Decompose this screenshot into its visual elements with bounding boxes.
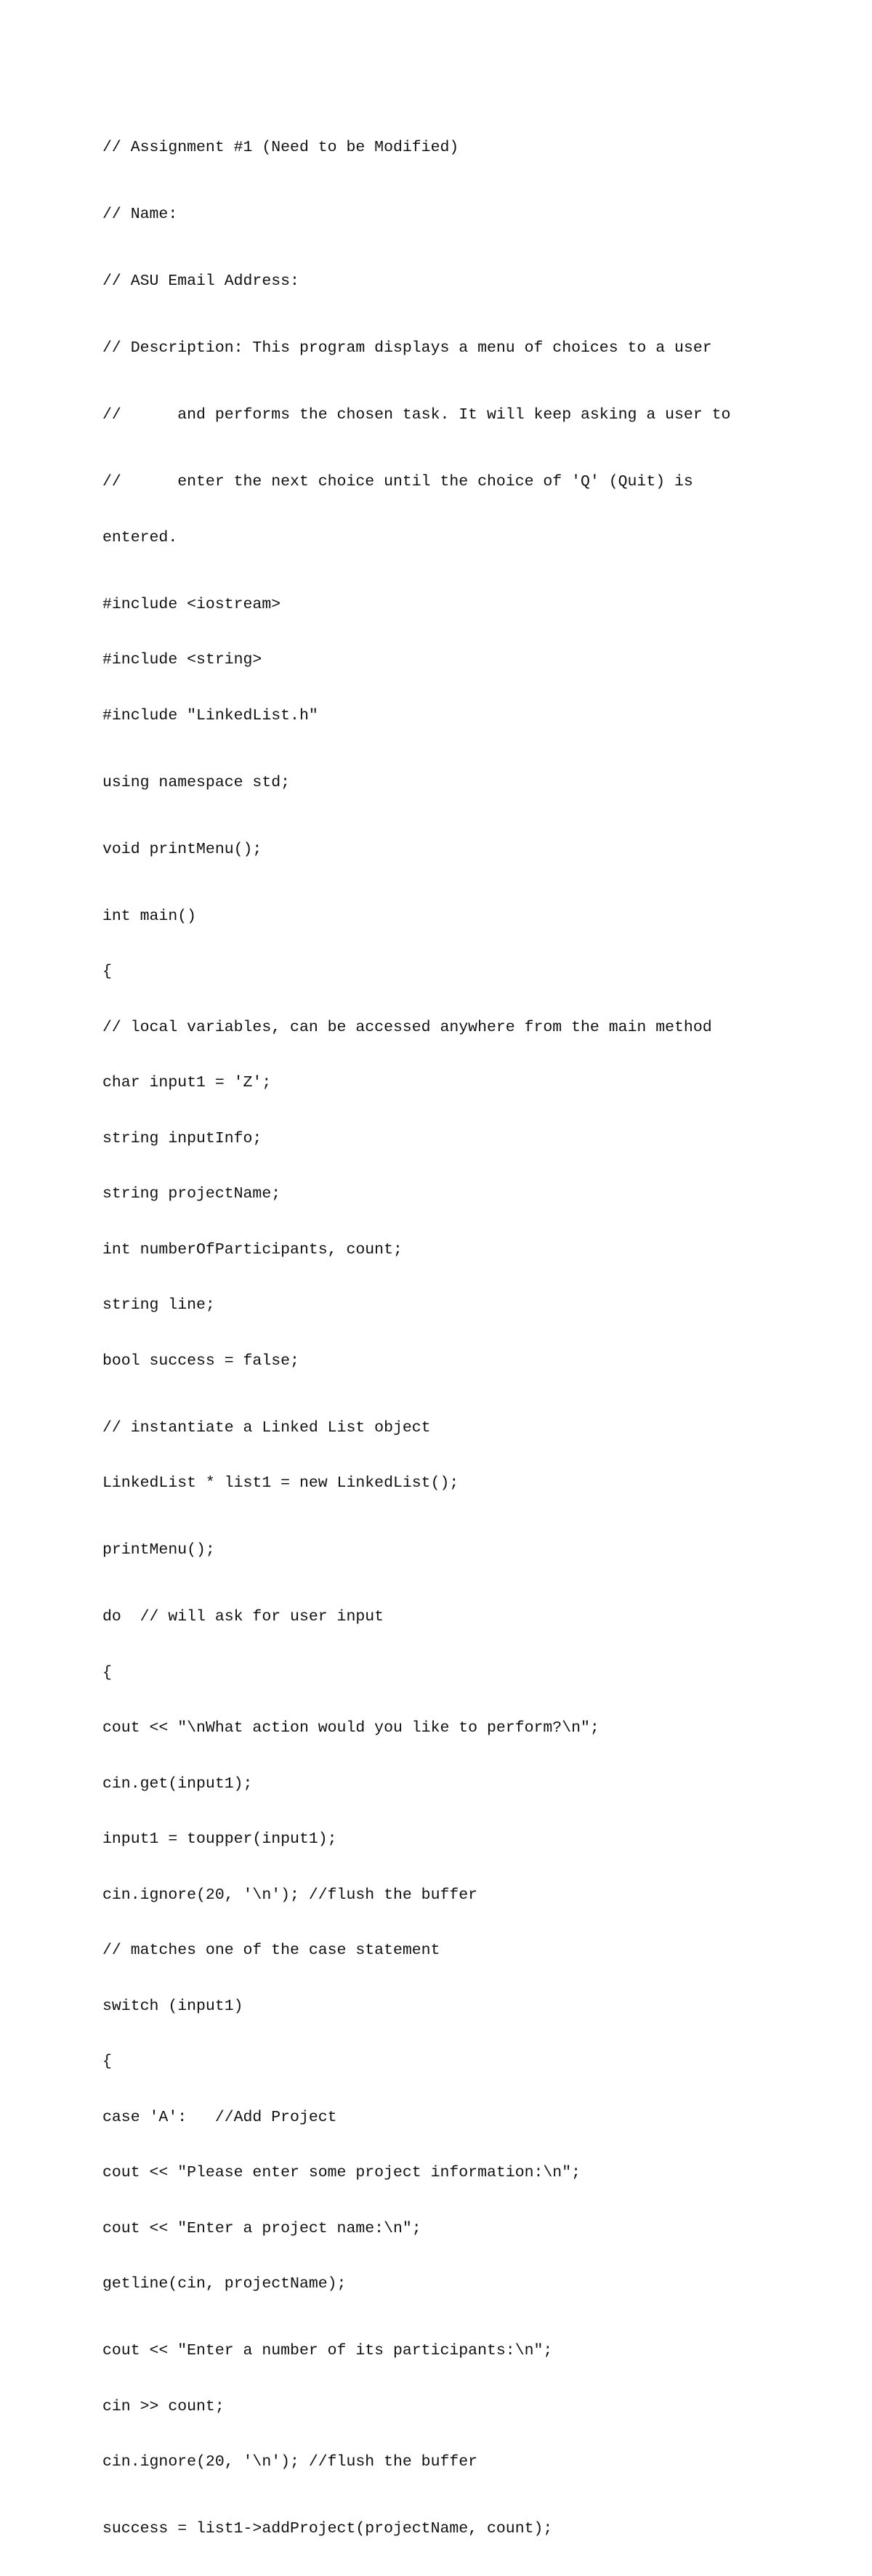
code-line: cout << "Enter a project name:\n"; <box>102 2219 421 2237</box>
code-line: // Description: This program displays a menu of choices to a user <box>102 339 712 357</box>
code-line: string inputInfo; <box>102 1129 262 1147</box>
code-line: // Name: <box>102 206 178 223</box>
code-line: cout << "Enter a number of its participants:\n"; <box>102 2342 553 2359</box>
code-line: { <box>102 1663 112 1681</box>
code-line: success = list1->addProject(projectName, count); <box>102 2520 553 2537</box>
code-line: cout << "Please enter some project information:\n"; <box>102 2164 581 2181</box>
code-line: // ASU Email Address: <box>102 272 299 290</box>
code-line: int main() <box>102 907 197 925</box>
code-line: // local variables, can be accessed anywhere from the main method <box>102 1018 712 1036</box>
code-line: bool success = false; <box>102 1352 299 1370</box>
code-line: string projectName; <box>102 1185 281 1203</box>
code-line: { <box>102 2053 112 2070</box>
code-line: // instantiate a Linked List object <box>102 1418 431 1437</box>
code-line: switch (input1) <box>102 1997 243 2015</box>
code-line: entered. <box>102 528 178 546</box>
code-line: // enter the next choice until the choice of 'Q' (Quit) is <box>102 473 693 490</box>
code-line: { <box>102 963 112 980</box>
code-line: #include "LinkedList.h" <box>102 706 318 724</box>
code-line: void printMenu(); <box>102 840 262 858</box>
code-line: char input1 = 'Z'; <box>102 1074 272 1091</box>
code-line: #include <iostream> <box>102 595 281 613</box>
code-line: cin.ignore(20, '\n'); //flush the buffer <box>102 2453 478 2471</box>
code-line: int numberOfParticipants, count; <box>102 1240 403 1259</box>
code-line: cout << "\nWhat action would you like to perform?\n"; <box>102 1719 600 1737</box>
code-line: input1 = toupper(input1); <box>102 1830 337 1848</box>
code-line: printMenu(); <box>102 1541 215 1559</box>
code-listing <box>102 102 829 2576</box>
code-line: // matches one of the case statement <box>102 1942 440 1959</box>
code-line: using namespace std; <box>102 773 291 791</box>
code-line: // and performs the chosen task. It will keep asking a user to <box>102 406 731 424</box>
code-line: cin >> count; <box>102 2397 225 2415</box>
code-line: getline(cin, projectName); <box>102 2275 347 2293</box>
code-line: cin.get(input1); <box>102 1774 253 1793</box>
code-line: string line; <box>102 1296 215 1314</box>
code-line: #include <string> <box>102 651 262 669</box>
code-line: // Assignment #1 (Need to be Modified) <box>102 139 459 156</box>
code-line: cin.ignore(20, '\n'); //flush the buffer <box>102 1886 478 1904</box>
code-line: do // will ask for user input <box>102 1608 384 1626</box>
code-line: LinkedList * list1 = new LinkedList(); <box>102 1474 459 1492</box>
code-line: case 'A': //Add Project <box>102 2108 337 2126</box>
